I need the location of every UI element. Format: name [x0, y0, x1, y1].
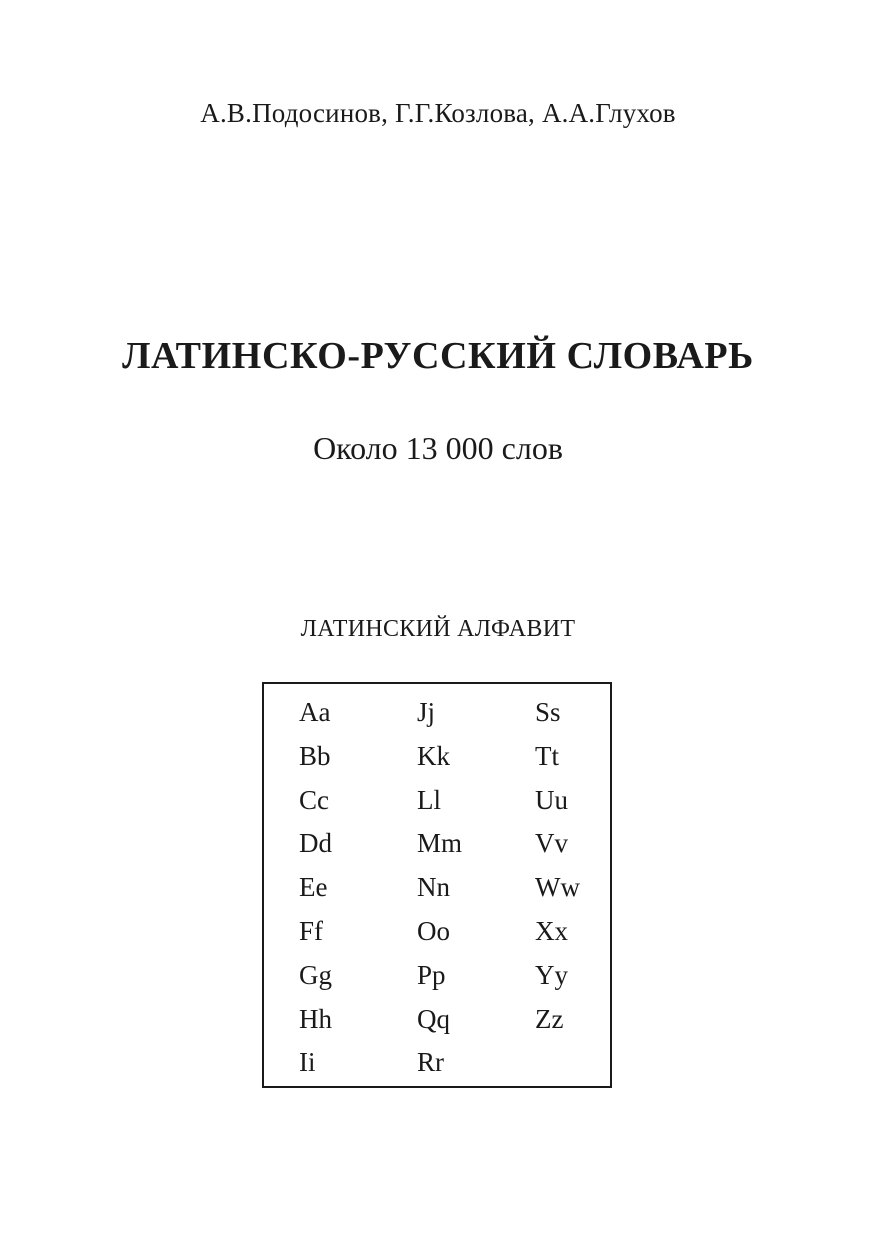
alphabet-letter: Bb: [299, 740, 331, 771]
alphabet-letter: Aa: [299, 697, 331, 727]
alphabet-letter: Hh: [299, 1003, 332, 1034]
alphabet-letter: Nn: [417, 872, 450, 903]
alphabet-letter: Zz: [535, 1003, 564, 1034]
alphabet-letter: Ii: [299, 1047, 316, 1078]
book-title: ЛАТИНСКО-РУССКИЙ СЛОВАРЬ: [122, 335, 754, 377]
alphabet-letter: Xx: [535, 915, 568, 946]
alphabet-letter: Pp: [417, 959, 446, 990]
alphabet-letter: Mm: [417, 828, 463, 859]
alphabet-column-1: [299, 696, 332, 1090]
alphabet-letter: Dd: [299, 828, 332, 859]
alphabet-letter: Vv: [535, 828, 568, 859]
authors-line: А.В.Подосинов, Г.Г.Козлова, А.А.Глухов: [200, 98, 676, 128]
alphabet-letter: Ee: [299, 872, 328, 903]
word-count-subtitle: Около 13 000 слов: [313, 430, 563, 466]
alphabet-letter: Jj: [417, 697, 436, 727]
alphabet-letter: Kk: [417, 740, 450, 771]
alphabet-letter: Ww: [535, 872, 580, 903]
alphabet-letter: Ss: [535, 697, 561, 727]
alphabet-letter: Qq: [417, 1003, 450, 1034]
alphabet-column-3: [535, 696, 580, 1046]
alphabet-letter: Gg: [299, 959, 332, 990]
alphabet-column-2: [417, 696, 462, 1090]
alphabet-letter: Yy: [535, 959, 568, 990]
alphabet-letter: Ll: [417, 784, 441, 815]
alphabet-table: [262, 682, 612, 1088]
alphabet-heading: ЛАТИНСКИЙ АЛФАВИТ: [300, 616, 576, 642]
alphabet-letter: Uu: [535, 784, 568, 815]
alphabet-letter: Ff: [299, 915, 324, 946]
alphabet-letter: Tt: [535, 740, 559, 771]
alphabet-letter: Rr: [417, 1047, 444, 1078]
alphabet-letter: Oo: [417, 915, 450, 946]
alphabet-letter: Cc: [299, 784, 329, 815]
